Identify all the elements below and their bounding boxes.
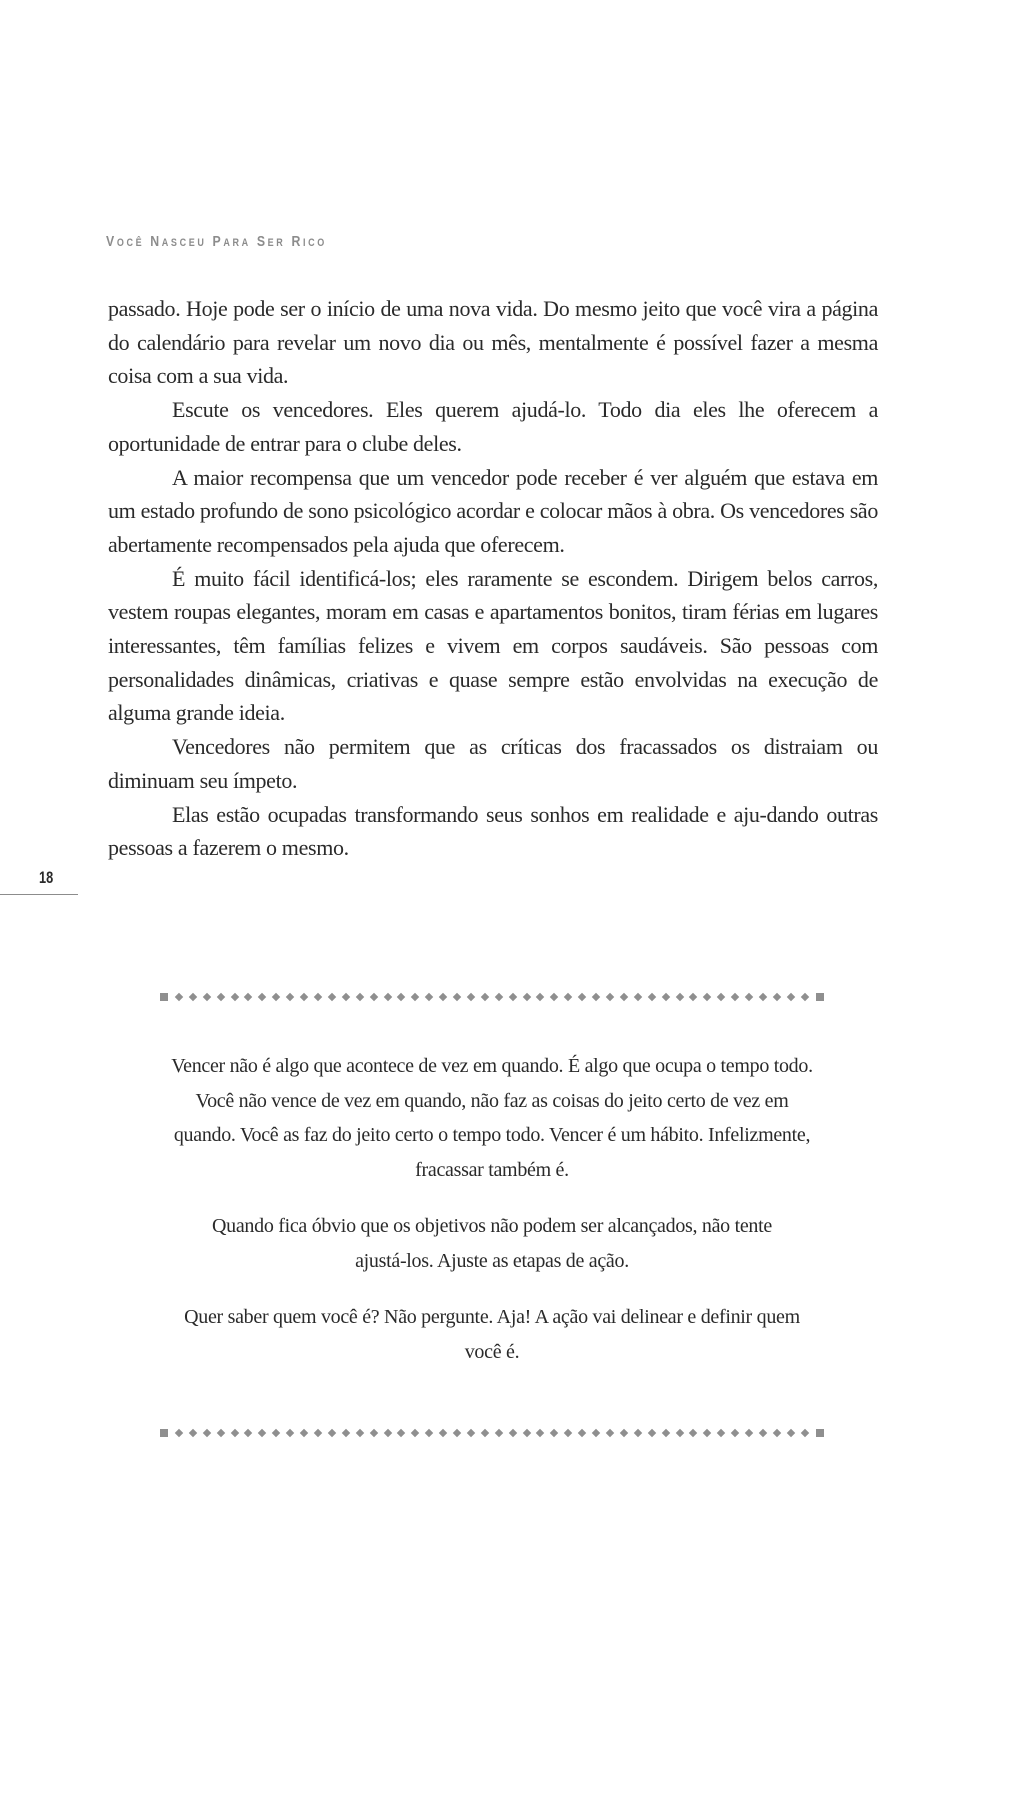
body-paragraph: Elas estão ocupadas transformando seus sonhos em realidade e aju-dando outras pessoas a fazerem o mesmo. [108,801,878,861]
divider-ornament-mark [550,1429,558,1437]
divider-ornament-mark [342,993,350,1001]
body-paragraph: É muito fácil identificá-los; eles raramente se escondem. Dirigem belos carros, vestem roupas elegantes, moram em casas e apartamentos bonitos, tiram férias em lugares interessantes, têm famílias felizes e vivem em corpos saudáveis. São pessoas com personalidades dinâmicas, criativas e quase sempre estão envolvidas na execução de alguma grande ideia. [108,565,878,726]
divider-ornament-mark [731,1429,739,1437]
ornamental-divider-top [160,992,824,1002]
divider-ornament-mark [160,993,168,1001]
divider-ornament-mark [189,1429,197,1437]
divider-ornament-mark [383,1429,391,1437]
divider-ornament-mark [328,1429,336,1437]
divider-ornament-mark [508,993,516,1001]
divider-ornament-mark [703,1429,711,1437]
divider-ornament-mark [634,993,642,1001]
divider-ornament-mark [202,1429,210,1437]
divider-ornament-mark [578,993,586,1001]
divider-ornament-mark [816,1429,824,1437]
divider-ornament-mark [230,1429,238,1437]
divider-ornament-mark [647,1429,655,1437]
divider-ornament-mark [578,1429,586,1437]
divider-ornament-mark [467,993,475,1001]
ornamental-divider-bottom [160,1428,824,1438]
divider-ornament-mark [258,993,266,1001]
divider-ornament-mark [703,993,711,1001]
divider-ornament-mark [675,1429,683,1437]
divider-ornament-mark [647,993,655,1001]
divider-ornament-mark [759,1429,767,1437]
divider-ornament-mark [300,1429,308,1437]
divider-ornament-mark [495,1429,503,1437]
divider-ornament-mark [620,1429,628,1437]
page-number-rule [0,894,78,895]
divider-ornament-mark [175,1429,183,1437]
body-paragraph: passado. Hoje pode ser o início de uma nova vida. Do mesmo jeito que você vira a página do calendário para revelar um novo dia ou mês, mentalmente é possível fazer a mesma coisa com a sua vida. [108,296,878,389]
divider-ornament-mark [745,993,753,1001]
divider-ornament-mark [816,993,824,1001]
divider-ornament-mark [731,993,739,1001]
divider-ornament-mark [564,993,572,1001]
divider-ornament-mark [425,1429,433,1437]
divider-ornament-mark [536,1429,544,1437]
divider-ornament-mark [592,993,600,1001]
running-header: Você Nasceu Para Ser Rico [106,233,327,250]
divider-ornament-mark [230,993,238,1001]
divider-ornament-mark [759,993,767,1001]
divider-ornament-mark [689,993,697,1001]
page-number: 18 [39,868,54,887]
divider-ornament-mark [397,1429,405,1437]
divider-ornament-mark [773,993,781,1001]
quote: Vencer não é algo que acontece de vez em quando. É algo que ocupa o tempo todo. Você não vence de vez em quando, não faz as coisas do jeito certo de vez em quando. Você as faz do jeito certo o tempo todo. Vencer é um hábito. Infelizmente, fracassar também é. [171,1055,813,1181]
divider-ornament-mark [592,1429,600,1437]
divider-ornament-mark [606,1429,614,1437]
divider-ornament-mark [216,993,224,1001]
divider-ornament-mark [160,1429,168,1437]
divider-ornament-mark [620,993,628,1001]
divider-ornament-mark [606,993,614,1001]
divider-ornament-mark [508,1429,516,1437]
divider-ornament-mark [258,1429,266,1437]
body-paragraph: A maior recompensa que um vencedor pode receber é ver alguém que estava em um estado profundo de sono psicológico acordar e colocar mãos à obra. Os vencedores são abertamente recompensados pela ajuda que oferecem. [108,464,878,557]
divider-ornament-mark [189,993,197,1001]
divider-ornament-mark [689,1429,697,1437]
divider-ornament-mark [411,993,419,1001]
divider-ornament-mark [661,993,669,1001]
divider-ornament-mark [453,993,461,1001]
divider-ornament-mark [286,1429,294,1437]
quote: Quando fica óbvio que os objetivos não podem ser alcançados, não tente ajustá-los. Ajuste as etapas de ação. [212,1215,772,1272]
divider-ornament-mark [244,1429,252,1437]
divider-ornament-mark [272,1429,280,1437]
divider-ornament-mark [467,1429,475,1437]
divider-ornament-mark [661,1429,669,1437]
divider-ornament-mark [286,993,294,1001]
divider-ornament-mark [328,993,336,1001]
divider-ornament-mark [522,993,530,1001]
divider-ornament-mark [773,1429,781,1437]
body-text [108,292,878,865]
divider-ornament-mark [244,993,252,1001]
divider-ornament-mark [717,993,725,1001]
divider-ornament-mark [800,1429,808,1437]
divider-ornament-mark [800,993,808,1001]
divider-ornament-mark [175,993,183,1001]
divider-ornament-mark [369,1429,377,1437]
divider-ornament-mark [634,1429,642,1437]
body-paragraph: Escute os vencedores. Eles querem ajudá-lo. Todo dia eles lhe oferecem a oportunidade de entrar para o clube deles. [108,397,878,456]
divider-ornament-mark [300,993,308,1001]
divider-ornament-mark [481,1429,489,1437]
divider-ornament-mark [411,1429,419,1437]
divider-ornament-mark [355,993,363,1001]
divider-ornament-mark [550,993,558,1001]
divider-ornament-mark [355,1429,363,1437]
divider-ornament-mark [216,1429,224,1437]
divider-ornament-mark [369,993,377,1001]
divider-ornament-mark [675,993,683,1001]
divider-ornament-mark [342,1429,350,1437]
divider-ornament-mark [564,1429,572,1437]
divider-ornament-mark [522,1429,530,1437]
divider-ornament-mark [425,993,433,1001]
divider-ornament-mark [745,1429,753,1437]
quote-box [160,1049,824,1391]
divider-ornament-mark [787,993,795,1001]
divider-ornament-mark [717,1429,725,1437]
divider-ornament-mark [314,993,322,1001]
divider-ornament-mark [202,993,210,1001]
divider-ornament-mark [314,1429,322,1437]
body-paragraph: Vencedores não permitem que as críticas dos fracassados os distraiam ou diminuam seu ímpeto. [108,734,878,793]
divider-ornament-mark [272,993,280,1001]
quote: Quer saber quem você é? Não pergunte. Aja! A ação vai delinear e definir quem você é. [184,1306,800,1363]
divider-ornament-mark [439,1429,447,1437]
divider-ornament-mark [383,993,391,1001]
divider-ornament-mark [787,1429,795,1437]
divider-ornament-mark [397,993,405,1001]
divider-ornament-mark [481,993,489,1001]
divider-ornament-mark [453,1429,461,1437]
divider-ornament-mark [439,993,447,1001]
divider-ornament-mark [495,993,503,1001]
divider-ornament-mark [536,993,544,1001]
